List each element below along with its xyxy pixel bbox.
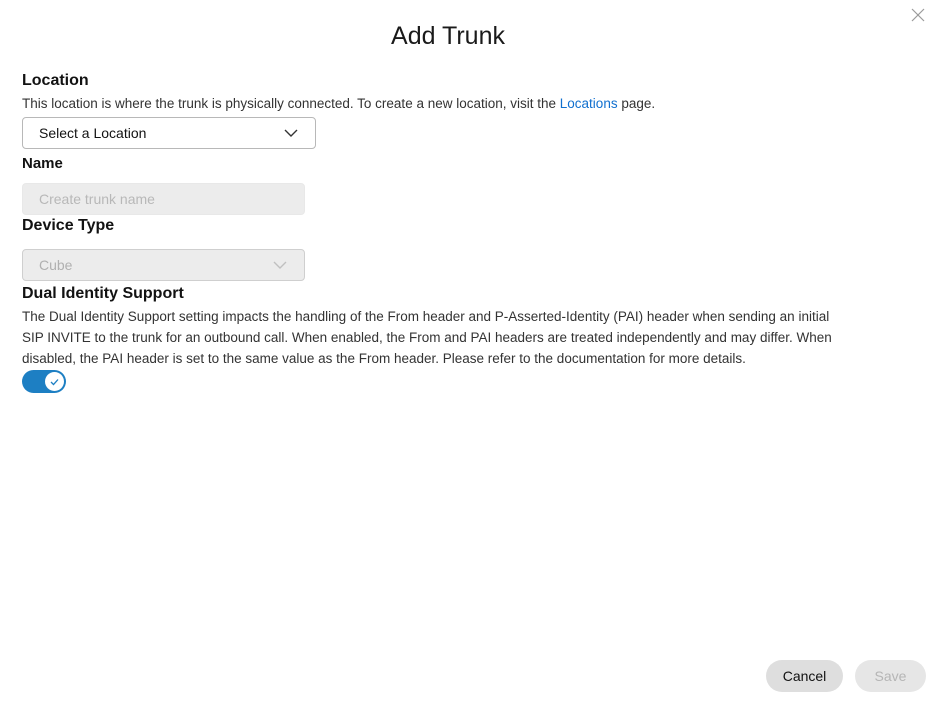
dialog-title: Add Trunk	[391, 22, 505, 50]
save-button[interactable]: Save	[855, 660, 926, 692]
close-button[interactable]	[911, 8, 925, 22]
dual-identity-description-line-1: The Dual Identity Support setting impacts the handling of the From header and P-Asserted-Identity (PAI) header when sending an initial	[22, 309, 830, 324]
name-label: Name	[22, 155, 63, 172]
dual-identity-toggle[interactable]	[22, 370, 66, 393]
chevron-down-icon	[272, 259, 288, 271]
location-select-value: Select a Location	[39, 125, 147, 141]
dual-identity-description-line-3: disabled, the PAI header is set to the same value as the From header. Please refer to the documentation for more details.	[22, 351, 746, 366]
location-description-suffix: page.	[617, 96, 656, 111]
location-select[interactable]	[22, 117, 316, 149]
locations-link[interactable]: Locations	[559, 96, 618, 111]
chevron-down-icon	[283, 127, 299, 139]
check-icon	[50, 378, 59, 386]
dual-identity-label: Dual Identity Support	[22, 285, 184, 302]
device-type-select-value: Cube	[39, 257, 73, 273]
location-description	[22, 96, 655, 111]
dual-identity-description-line-2: SIP INVITE to the trunk for an outbound call. When enabled, the From and PAI headers are treated independently and may differ. When	[22, 330, 832, 345]
location-label: Location	[22, 72, 89, 89]
dual-identity-description	[22, 306, 907, 369]
location-description-prefix: This location is where the trunk is physically connected. To create a new location, visit the	[22, 96, 560, 111]
cancel-button[interactable]: Cancel	[766, 660, 843, 692]
trunk-name-input[interactable]	[22, 183, 305, 215]
close-icon	[911, 8, 925, 22]
device-type-label: Device Type	[22, 217, 115, 234]
device-type-select	[22, 249, 305, 281]
toggle-knob	[45, 372, 64, 391]
